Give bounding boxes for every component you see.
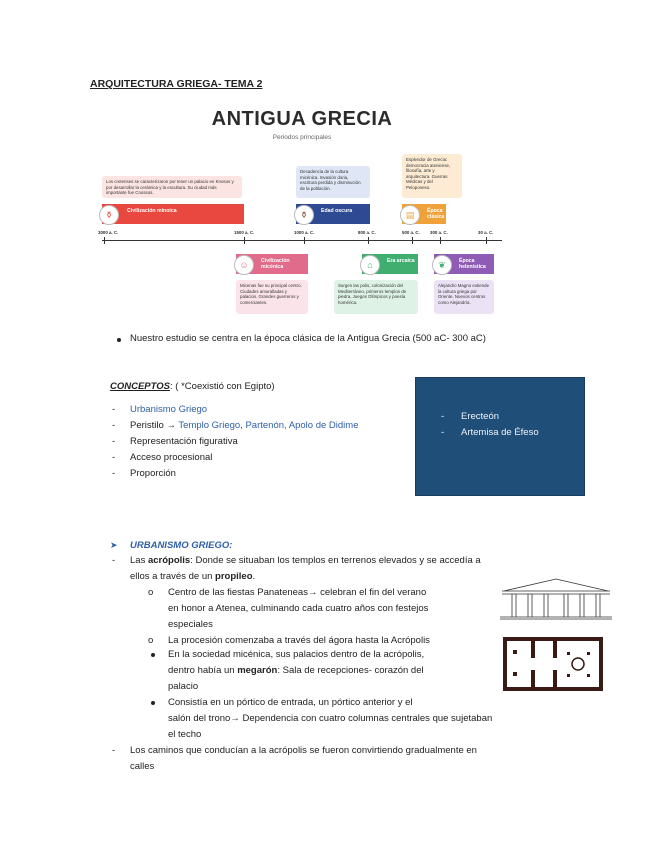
sub-panateneas-2: en honor a Atenea, culminando cada cuatro años con festejos [168,603,429,614]
concept-link[interactable]: Urbanismo Griego [130,404,208,415]
note-minoica: Los cretenses se caracterizaron por tener un palacio en Knosos y por desarrollar la cerámica y la escultura. Su ciudad más importante fue Cnossos. [102,176,242,198]
concept-text: Representación figurativa [130,436,238,447]
sub-micenica-2: dentro había un megarón: Sala de recepciones- corazón del [168,665,424,676]
conceptos-title: CONCEPTOS [110,381,171,392]
concept-item-4: - Acceso procesional [112,452,213,463]
concept-item-3: - Representación figurativa [112,436,238,447]
para-caminos-1: - Los caminos que conducían a la acrópolis se fueron convirtiendo gradualmente en [112,745,477,756]
figure-subtitle: Periodos principales [272,134,332,141]
mask-icon: ☺ [234,255,254,275]
bar-edad-oscura: Edad oscura [296,204,370,224]
figure-title: ANTIGUA GRECIA [211,108,393,130]
laurel-icon: ❦ [432,255,452,275]
tick-mark [244,237,245,244]
note-epoca-clasica: Esplendor de Grecia: democracia ateniense, filosofía, arte y arquitectura. Guerras Médicas y del Peloponeso. [402,154,462,198]
sub-panateneas-3: especiales [168,619,213,630]
sub-marker: o [148,635,154,646]
concept-link[interactable]: Templo Griego, Partenón, Apolo de Didime [175,420,359,431]
box-item-1: - Erecteón [441,411,500,422]
tick-1000: 1000 a. C. [294,230,315,235]
para-caminos-2: calles [130,761,155,772]
note-era-arcaica: Surgen las polis, colonización del Mediterráneo, primeros templos de piedra, Juegos Olímpicos y poesía homérica. [334,280,418,314]
tick-mark [368,237,369,244]
sub-portico-1: Consistía en un pórtico de entrada, un pórtico anterior y el [168,697,413,708]
note-helenistica: Alejandro Magno extiende la cultura griega por Oriente. Nuevos centros como Alejandría. [434,280,494,314]
bar-epoca-clasica: Época clásica [402,204,446,224]
vase-icon: ⚱ [99,205,119,225]
sub-portico-2: salón del trono→ Dependencia con cuatro columnas centrales que sujetaban [168,713,493,724]
concept-item-5: - Proporción [112,468,176,479]
study-note: Nuestro estudio se centra en la época clásica de la Antigua Grecia (500 aC- 300 aC) [130,333,486,344]
para-acropolis-cont: ellos a través de un propileo. [130,571,256,582]
sub-procesion: La procesión comenzaba a través del ágora hasta la Acrópolis [168,635,430,646]
tick-mark [104,237,105,244]
propileo-drawing [498,577,614,621]
conceptos-heading [110,381,275,392]
note-micenica: Micenas fue su principal centro. Ciudades amuralladas y palacios. Grandes guerreros y comerciantes. [236,280,308,314]
para-acropolis: - Las acrópolis: Donde se situaban los templos en terrenos elevados y se accedía a [112,555,481,566]
chevron-right-icon: ➤ [110,540,118,550]
concept-item-1[interactable]: - Urbanismo Griego [112,404,208,415]
bar-epoca-helenistica: Época helenística [434,254,494,274]
tick-500: 500 a. C. [402,230,420,235]
bullet-dot [117,338,121,342]
tick-3000: 3000 a. C. [98,230,119,235]
scroll-icon: ▤ [400,205,420,225]
tick-300: 300 a. C. [430,230,448,235]
sub-micenica-3: palacio [168,681,199,692]
sub-portico-3: el techo [168,729,202,740]
amphora-icon: ⚱ [294,205,314,225]
tick-mark [412,237,413,244]
concept-text: Proporción [130,468,176,479]
concept-text: Acceso procesional [130,452,213,463]
conceptos-suffix: : ( *Coexistió con Egipto) [170,381,275,392]
sub-micenica-1: En la sociedad micénica, sus palacios dentro de la acrópolis, [168,649,425,660]
arrow-icon: → [166,420,176,431]
bar-civilizacion-minoica: Civilización minoica [102,204,244,224]
concept-prefix: Peristilo [130,420,167,431]
concept-item-2[interactable]: - Peristilo → Templo Griego, Partenón, Apolo de Didime [112,420,359,431]
bullet-dot [151,701,155,705]
sub-panateneas-1: Centro de las fiestas Panateneas→ celebran el fin del verano [168,587,427,598]
tick-mark [304,237,305,244]
bullet-dot [151,653,155,657]
timeline-figure [90,104,514,324]
urbanismo-title: URBANISMO GRIEGO: [130,540,233,551]
note-edad-oscura: Decadencia de la cultura micénica. Invasión doria, escritura perdida y disminución de la población. [296,166,370,198]
tick-mark [486,237,487,244]
tick-30: 30 a. C. [478,230,494,235]
temple-icon: ⌂ [360,255,380,275]
megaron-plan-drawing [503,636,603,692]
tick-1500: 1500 a. C. [234,230,255,235]
tick-mark [440,237,441,244]
examples-box [415,377,585,496]
bar-civilizacion-micenica: Civilización micénica [236,254,308,274]
sub-marker: o [148,587,154,598]
document-heading: ARQUITECTURA GRIEGA- TEMA 2 [90,78,263,90]
bar-era-arcaica: Era arcaica [362,254,418,274]
tick-800: 800 a. C. [358,230,376,235]
box-item-2: - Artemisa de Éfeso [441,427,539,438]
timeline-axis [102,240,502,241]
